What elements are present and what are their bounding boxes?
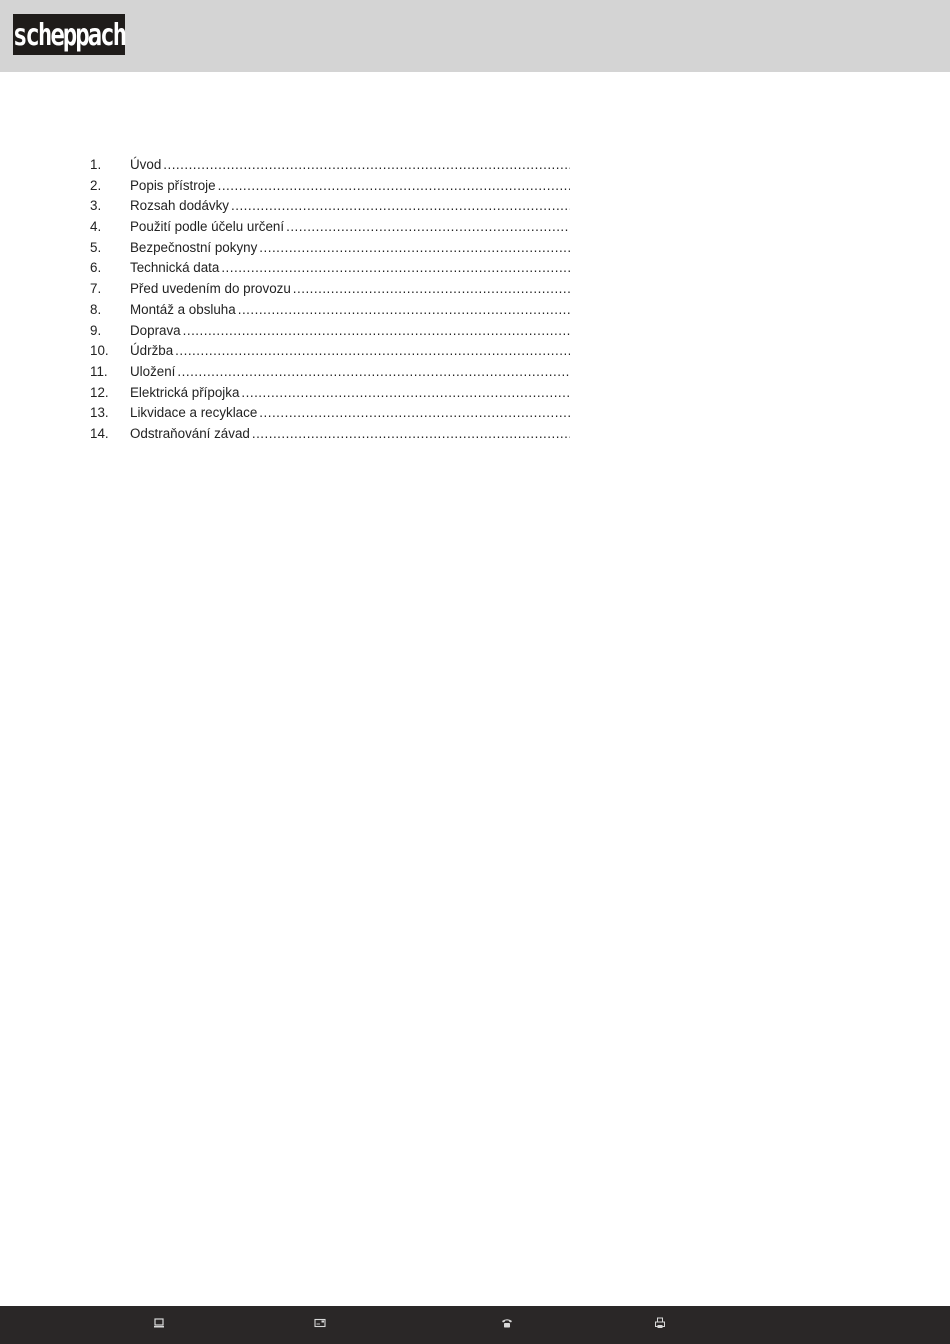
toc-leader-dots [221,258,570,279]
toc-leader-dots [241,383,570,404]
toc-leader-dots [163,155,570,176]
toc-item-number: 6. [90,260,102,276]
toc-item-number: 1. [90,157,102,172]
toc-item[interactable] [90,383,570,404]
toc-item[interactable] [90,196,570,217]
toc-item-title: Elektrická přípojka [130,384,240,400]
toc-item[interactable] [90,403,570,424]
toc-leader-dots [238,300,570,321]
mail-icon [314,1317,326,1329]
toc-leader-dots [177,362,570,383]
toc-item[interactable] [90,300,570,321]
toc-item-number: 9. [90,322,102,338]
toc-leader-dots [175,341,570,362]
toc-item-title: Montáž a obsluha [130,301,236,317]
footer-bar [0,1306,950,1344]
toc-leader-dots [252,424,570,445]
toc-item-number: 14. [90,425,109,441]
toc-item[interactable] [90,424,570,445]
computer-icon [153,1317,165,1329]
toc-item[interactable] [90,238,570,259]
header-bar [0,0,950,72]
toc-item-number: 2. [90,177,102,193]
toc-item-number: 5. [90,239,102,255]
scheppach-logo: scheppach [13,14,125,55]
toc-item-title: Rozsah dodávky [130,198,229,214]
toc-item-title: Před uvedením do provozu [130,281,291,297]
toc-item[interactable] [90,217,570,238]
toc-item-number: 11. [90,363,108,379]
toc-leader-dots [183,321,570,342]
toc-item-number: 7. [90,281,102,297]
toc-item-title: Bezpečnostní pokyny [130,239,258,255]
toc-leader-dots [231,196,570,217]
toc-item[interactable] [90,341,570,362]
toc-item[interactable] [90,362,570,383]
toc-item-number: 10. [90,343,109,359]
toc-item-title: Úvod [130,157,162,172]
toc-item[interactable] [90,321,570,342]
toc-item-title: Uložení [130,363,176,379]
toc-item[interactable] [90,279,570,300]
toc-item-number: 3. [90,198,102,214]
toc-item[interactable] [90,258,570,279]
toc-item[interactable] [90,176,570,197]
toc-leader-dots [259,238,570,259]
toc-item-number: 13. [90,405,109,421]
toc-item-title: Použití podle účelu určení [130,219,285,235]
toc-item-title: Údržba [130,343,174,359]
toc-leader-dots [259,403,570,424]
toc-item-title: Odstraňování závad [130,425,250,441]
phone-icon [501,1317,513,1329]
toc-item-number: 12. [90,384,109,400]
toc-item-number: 8. [90,301,102,317]
toc-item-title: Technická data [130,260,220,276]
toc-item-title: Doprava [130,322,181,338]
table-of-contents [90,155,570,445]
toc-leader-dots [286,217,570,238]
fax-icon [654,1317,666,1329]
toc-item-title: Popis přístroje [130,177,216,193]
toc-leader-dots [218,176,570,197]
toc-item-number: 4. [90,219,102,235]
toc-item-title: Likvidace a recyklace [130,405,258,421]
toc-item[interactable] [90,155,570,176]
toc-leader-dots [293,279,570,300]
